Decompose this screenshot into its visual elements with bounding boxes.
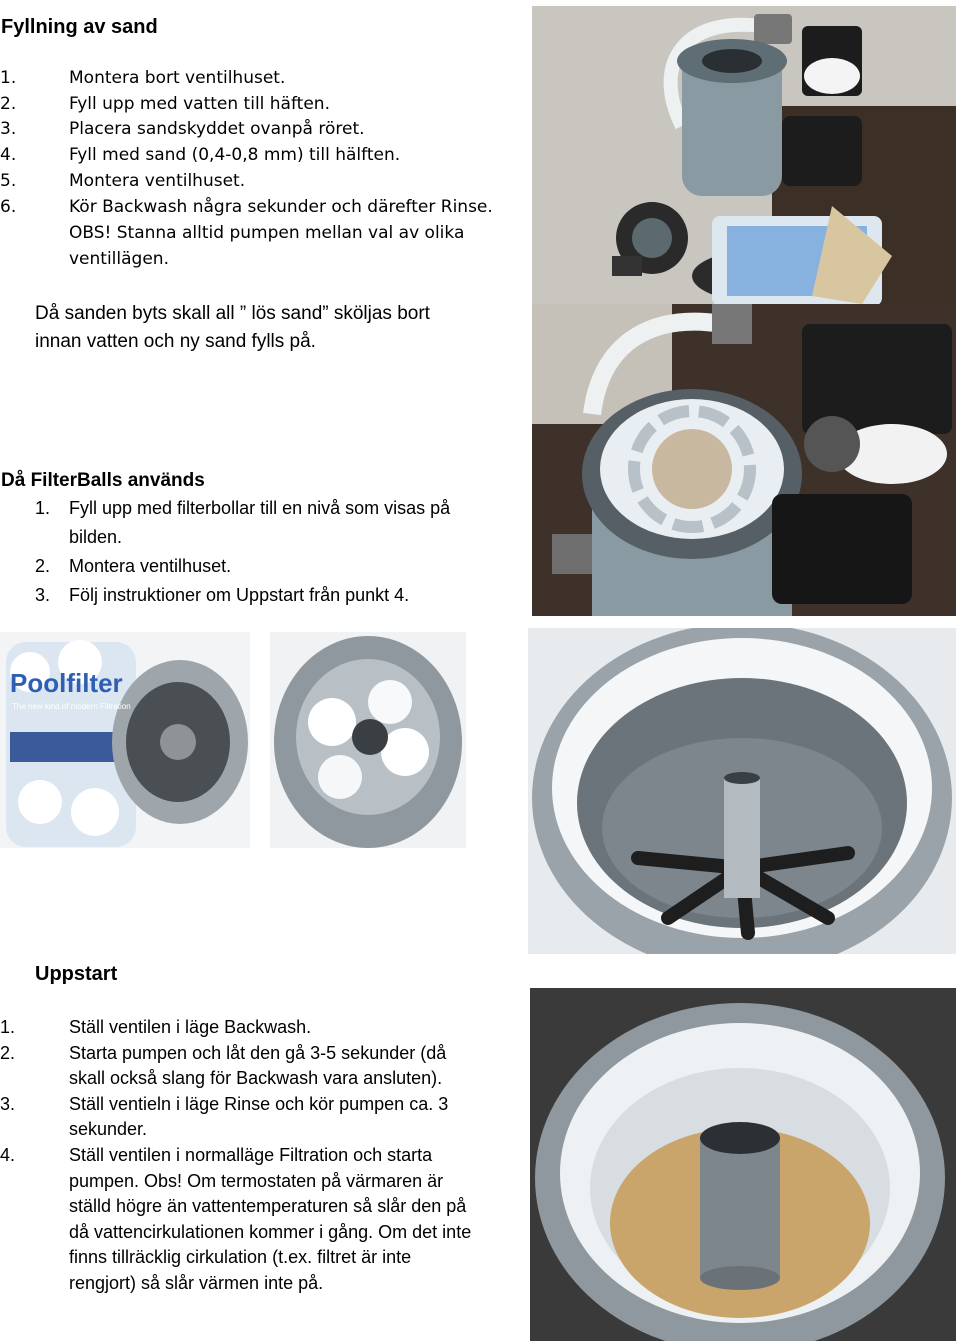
- note-line: innan vatten och ny sand fylls på.: [35, 331, 316, 352]
- step-number: 3.: [0, 119, 17, 139]
- step-text: sekunder.: [69, 1119, 148, 1140]
- step-text: pumpen. Obs! Om termostaten på värmaren är: [69, 1170, 444, 1191]
- step-text: Montera ventilhuset.: [69, 171, 246, 191]
- step-text: Kör Backwash några sekunder och därefter Rinse.: [69, 197, 493, 217]
- step-text: Ställ ventilen i läge Backwash.: [69, 1017, 312, 1037]
- sand-title: Fyllning av sand: [1, 16, 158, 38]
- sand-note: [35, 300, 515, 356]
- step-number: 3.: [0, 1093, 16, 1114]
- step-text: då vattencirkulationen kommer i gång. Om det inte: [69, 1221, 472, 1242]
- step-number: 1.: [0, 1017, 16, 1037]
- step-number: 1.: [35, 498, 51, 518]
- balls-steps-list: [0, 494, 520, 614]
- tank-sand-guard-photo: [532, 304, 956, 616]
- list-item: [0, 1041, 525, 1092]
- note-line: Då sanden byts skall all ” lös sand” sköljas bort: [35, 303, 430, 324]
- step-number: 1.: [0, 68, 17, 88]
- bag-subtitle: The new kind of modern Filtration: [12, 702, 131, 711]
- step-text: skall också slang för Backwash vara ansluten).: [69, 1068, 443, 1089]
- start-title: Uppstart: [35, 963, 118, 985]
- filter-balls-tank-photo: [270, 632, 466, 848]
- step-text: finns tillräcklig cirkulation (t.ex. filtret är inte: [69, 1247, 412, 1268]
- start-steps-list: [0, 1015, 525, 1297]
- step-number: 3.: [35, 585, 51, 605]
- step-number: 6.: [0, 197, 17, 217]
- step-text: Fyll upp med filterbollar till en nivå som visas på: [69, 498, 451, 518]
- step-number: 4.: [0, 1144, 16, 1165]
- step-text: Ställ ventilen i normalläge Filtration och starta: [69, 1144, 433, 1165]
- step-text: Montera bort ventilhuset.: [69, 68, 286, 88]
- empty-tank-photo: [528, 628, 956, 954]
- obs-line: OBS! Stanna alltid pumpen mellan val av olika: [69, 223, 465, 243]
- list-item: [0, 1092, 525, 1143]
- step-number: 4.: [0, 145, 17, 165]
- step-number: 2.: [35, 556, 51, 576]
- step-text: Montera ventilhuset.: [69, 556, 232, 576]
- step-text-continued: bilden.: [69, 527, 123, 547]
- list-item: [0, 1015, 525, 1041]
- step-text: Starta pumpen och låt den gå 3-5 sekunder (då: [69, 1042, 447, 1063]
- step-text: Följ instruktioner om Uppstart från punkt 4.: [69, 585, 410, 605]
- list-item: [0, 1143, 525, 1297]
- step-number: 5.: [0, 171, 17, 191]
- filter-kit-photo: [532, 6, 956, 304]
- step-number: 2.: [0, 1042, 16, 1063]
- step-text: Ställ ventieln i läge Rinse och kör pumpen ca. 3: [69, 1093, 449, 1114]
- step-text: ställd högre än vattentemperaturen så slår den på: [69, 1196, 467, 1217]
- step-number: 2.: [0, 94, 17, 114]
- balls-title: Då FilterBalls används: [1, 470, 205, 491]
- sand-steps-list: [0, 68, 520, 278]
- step-text: Placera sandskyddet ovanpå röret.: [69, 119, 365, 139]
- bag-brand: Poolfilter: [10, 668, 123, 698]
- obs-line: ventillägen.: [69, 249, 169, 269]
- sand-filled-tank-photo: [530, 988, 956, 1341]
- step-text: Fyll upp med vatten till häften.: [69, 94, 330, 114]
- step-text: rengjort) så slår värmen inte på.: [69, 1272, 324, 1293]
- step-text: Fyll med sand (0,4-0,8 mm) till hälften.: [69, 145, 401, 165]
- poolfilter-bag-photo: [0, 632, 250, 848]
